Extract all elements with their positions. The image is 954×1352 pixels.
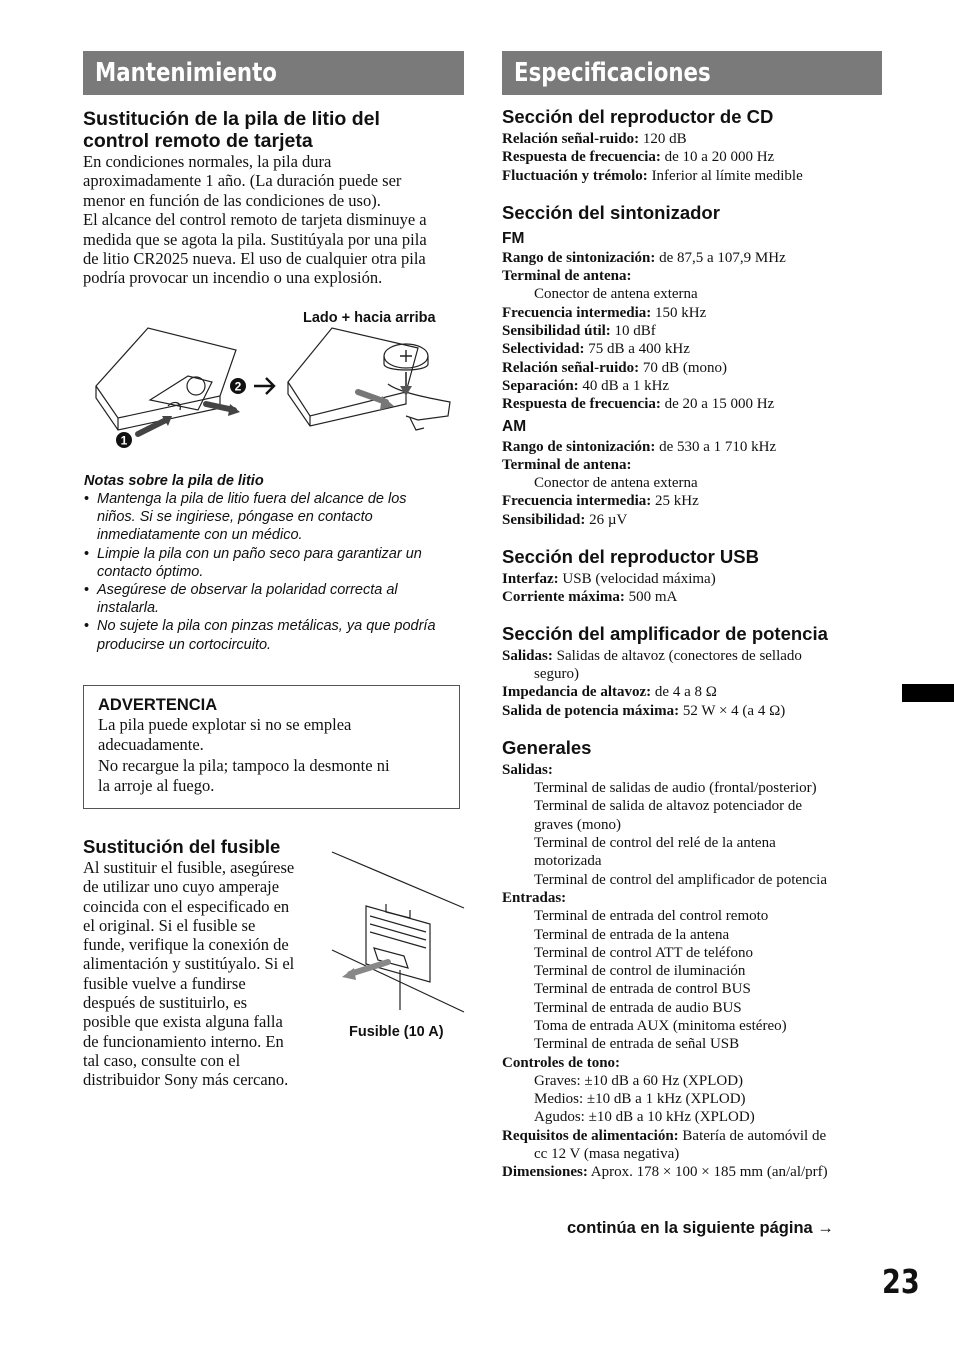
text-line: distribuidor Sony más cercano. xyxy=(83,1070,289,1090)
text-line: La pila puede explotar si no se emplea xyxy=(98,715,352,734)
battery-section-title xyxy=(83,108,465,152)
spec-row xyxy=(502,377,882,395)
text-line: posible que exista alguna falla xyxy=(83,1012,283,1032)
spec-row xyxy=(502,456,882,474)
spec-key: Interfaz: xyxy=(502,571,559,588)
fuse-figure xyxy=(330,850,466,1050)
spec-row xyxy=(502,395,882,413)
warning-title: ADVERTENCIA xyxy=(98,696,218,714)
am-specs xyxy=(502,438,882,529)
spec-value: cc 12 V (masa negativa) xyxy=(534,1146,680,1163)
text-line: contacto óptimo. xyxy=(97,563,204,580)
spec-row xyxy=(502,1054,882,1072)
remote-battery-illustration xyxy=(88,306,464,456)
spec-value: Terminal de control ATT de teléfono xyxy=(534,944,754,961)
spec-key: Terminal de antena: xyxy=(502,456,632,473)
text-line: Asegúrese de observar la polaridad correcta al xyxy=(97,582,398,599)
warning-text xyxy=(98,715,445,796)
fuse-text xyxy=(83,858,323,1090)
spec-value: Terminal de entrada de señal USB xyxy=(534,1036,740,1053)
spec-value: motorizada xyxy=(534,853,602,870)
spec-value: de 530 a 1 710 kHz xyxy=(655,438,777,455)
spec-row xyxy=(502,304,882,322)
spec-value: de 87,5 a 107,9 MHz xyxy=(655,249,786,266)
spec-row xyxy=(502,871,882,889)
amp-specs xyxy=(502,647,882,720)
figure-label-side-up: Lado + hacia arriba xyxy=(303,310,436,326)
continues-next-page: continúa en la siguiente página → xyxy=(567,1219,834,1237)
step-1-badge: 1 xyxy=(120,433,128,448)
spec-key: Respuesta de frecuencia: xyxy=(502,396,661,413)
spec-key: Fluctuación y trémolo: xyxy=(502,167,648,184)
spec-key: Relación señal-ruido: xyxy=(502,131,640,147)
text-line: Limpie la pila con un paño seco para garantizar un xyxy=(97,545,422,562)
spec-row xyxy=(502,359,882,377)
spec-row xyxy=(502,474,882,492)
spec-row xyxy=(502,1035,882,1053)
spec-value: Terminal de salida de altavoz potenciador de xyxy=(534,798,803,815)
spec-value: Terminal de entrada del control remoto xyxy=(534,908,769,925)
right-column xyxy=(502,106,882,1182)
usb-specs xyxy=(502,570,882,607)
text-line: alimentación y sustitúyalo. Si el xyxy=(83,954,295,974)
spec-value: Agudos: ±10 dB a 10 kHz (XPLOD) xyxy=(534,1109,755,1126)
spec-row xyxy=(502,130,882,148)
battery-paragraph-2 xyxy=(83,210,465,288)
spec-row xyxy=(502,511,882,529)
spec-key: Sensibilidad: xyxy=(502,511,586,528)
spec-value: de 4 a 8 Ω xyxy=(651,684,717,701)
spec-row xyxy=(502,797,882,815)
spec-value: de 20 a 15 000 Hz xyxy=(660,396,775,413)
spec-row xyxy=(502,926,882,944)
text-line: funde, verifique la conexión de xyxy=(83,935,289,955)
spec-row xyxy=(502,889,882,907)
text-line: de litio CR2025 nueva. El uso de cualquier otra pila xyxy=(83,249,426,269)
spec-value: Terminal de entrada de la antena xyxy=(534,926,730,943)
spec-value: Inferior al límite medible xyxy=(647,167,803,184)
spec-row xyxy=(502,438,882,456)
spec-value: Graves: ±10 dB a 60 Hz (XPLOD) xyxy=(534,1072,744,1089)
text-line: podría provocar un incendio o una explosión. xyxy=(83,268,383,288)
text-line: Al sustituir el fusible, asegúrese xyxy=(83,858,295,877)
title-line: Sustitución de la pila de litio del xyxy=(83,108,380,130)
spec-row xyxy=(502,1108,882,1126)
spec-row xyxy=(502,340,882,358)
spec-key: Selectividad: xyxy=(502,341,585,358)
text-line: El alcance del control remoto de tarjeta disminuye a xyxy=(83,210,427,230)
cd-specs xyxy=(502,130,882,185)
spec-row xyxy=(502,285,882,303)
spec-row xyxy=(502,647,882,665)
text-line: niños. Si se ingiriese, póngase en contacto xyxy=(97,509,373,526)
spec-value: Terminal de control del amplificador de potencia xyxy=(534,871,827,888)
spec-value: Terminal de entrada de audio BUS xyxy=(534,999,742,1016)
fuse-section-title: Sustitución del fusible xyxy=(83,836,281,857)
spec-value: graves (mono) xyxy=(534,816,622,833)
spec-value: 500 mA xyxy=(624,589,678,606)
spec-key: Sensibilidad útil: xyxy=(502,323,611,340)
fuse-illustration xyxy=(330,850,466,1020)
spec-key: Requisitos de alimentación: xyxy=(502,1127,679,1144)
spec-row xyxy=(502,1072,882,1090)
spec-value: Medios: ±10 dB a 1 kHz (XPLOD) xyxy=(534,1091,746,1108)
text-line: No recargue la pila; tampoco la desmonte ni xyxy=(98,755,390,775)
title-line: control remoto de tarjeta xyxy=(83,130,313,152)
spec-row xyxy=(502,1163,882,1181)
text-line: coincida con el especificado en xyxy=(83,896,290,916)
text-line: después de sustituirlo, es xyxy=(83,993,248,1013)
text-line: No sujete la pila con pinzas metálicas, ya que podría xyxy=(97,618,436,635)
spec-value: Conector de antena externa xyxy=(534,286,698,303)
spec-value: Terminal de entrada de control BUS xyxy=(534,981,751,998)
spec-row xyxy=(502,907,882,925)
spec-key: Terminal de antena: xyxy=(502,268,632,285)
spec-value: Salidas de altavoz (conectores de sellado xyxy=(552,647,802,664)
spec-value: Aprox. 178 × 100 × 185 mm (an/al/prf) xyxy=(587,1164,828,1181)
spec-row xyxy=(502,588,882,606)
spec-key: Rango de sintonización: xyxy=(502,438,656,455)
banner-title: Especificaciones xyxy=(514,58,711,88)
text-line: aproximadamente 1 año. (La duración puede ser xyxy=(83,171,402,191)
text-line: adecuadamente. xyxy=(98,735,204,755)
spec-row xyxy=(502,148,882,166)
notes-title: Notas sobre la pila de litio xyxy=(84,473,264,489)
spec-key: Salidas: xyxy=(502,647,553,664)
text-line: el original. Si el fusible se xyxy=(83,915,256,935)
spec-row xyxy=(502,702,882,720)
spec-row xyxy=(502,249,882,267)
text-line: producirse un cortocircuito. xyxy=(97,636,272,653)
spec-row xyxy=(502,1127,882,1145)
spec-row xyxy=(502,167,882,185)
spec-row xyxy=(502,1145,882,1163)
text-line: menor en función de las condiciones de uso). xyxy=(83,190,381,210)
spec-value: de 10 a 20 000 Hz xyxy=(660,149,775,166)
text-line: Mantenga la pila de litio fuera del alcance de los xyxy=(97,491,407,507)
spec-key: Entradas: xyxy=(502,889,567,906)
note-item xyxy=(84,617,466,653)
fm-label: FM xyxy=(502,229,525,247)
spec-row xyxy=(502,999,882,1017)
spec-value: Toma de entrada AUX (minitoma estéreo) xyxy=(534,1017,787,1034)
text-line: fusible vuelve a fundirse xyxy=(83,973,246,993)
spec-key: Controles de tono: xyxy=(502,1054,621,1071)
spec-key: Salida de potencia máxima: xyxy=(502,702,680,719)
text-line: de funcionamiento interno. En xyxy=(83,1031,284,1051)
tuner-section-title: Sección del sintonizador xyxy=(502,201,720,223)
step-2-badge: 2 xyxy=(234,379,242,394)
spec-value: 70 dB (mono) xyxy=(639,359,728,376)
note-item xyxy=(84,490,466,545)
note-item xyxy=(84,581,466,617)
spec-row xyxy=(502,1090,882,1108)
spec-row xyxy=(502,980,882,998)
spec-value: 150 kHz xyxy=(651,304,707,321)
spec-key: Impedancia de altavoz: xyxy=(502,684,652,701)
cd-section-title: Sección del reproductor de CD xyxy=(502,106,774,127)
spec-value: 40 dB a 1 kHz xyxy=(578,377,670,394)
spec-row xyxy=(502,570,882,588)
spec-value: 52 W × 4 (a 4 Ω) xyxy=(679,702,786,719)
spec-row xyxy=(502,665,882,683)
spec-value: Terminal de salidas de audio (frontal/posterior) xyxy=(534,780,817,797)
spec-row xyxy=(502,816,882,834)
note-item xyxy=(84,545,466,581)
spec-value: 75 dB a 400 kHz xyxy=(584,341,690,358)
spec-value: 25 kHz xyxy=(651,493,699,510)
spec-row xyxy=(502,492,882,510)
text-line: En condiciones normales, la pila dura xyxy=(83,152,332,171)
spec-value: seguro) xyxy=(534,665,579,682)
spec-row xyxy=(502,852,882,870)
spec-row xyxy=(502,834,882,852)
section-banner-especificaciones xyxy=(502,51,882,95)
battery-paragraph-1 xyxy=(83,152,465,210)
spec-row xyxy=(502,267,882,285)
spec-key: Rango de sintonización: xyxy=(502,249,656,266)
text-line: la arroje al fuego. xyxy=(98,775,215,795)
spec-key: Dimensiones: xyxy=(502,1164,588,1181)
text-line: medida que se agota la pila. Sustitúyala por una pila xyxy=(83,229,427,249)
spec-key: Corriente máxima: xyxy=(502,589,625,606)
spec-key: Frecuencia intermedia: xyxy=(502,493,652,510)
spec-value: USB (velocidad máxima) xyxy=(558,571,716,588)
fuse-section xyxy=(83,836,323,1090)
text-line: tal caso, consulte con el xyxy=(83,1050,241,1070)
text-line: instalarla. xyxy=(97,600,160,617)
spec-row xyxy=(502,962,882,980)
banner-title: Mantenimiento xyxy=(95,58,277,88)
spec-row xyxy=(502,322,882,340)
amp-section-title: Sección del amplificador de potencia xyxy=(502,622,828,644)
spec-key: Frecuencia intermedia: xyxy=(502,304,652,321)
spec-key: Salidas: xyxy=(502,761,553,778)
fuse-label: Fusible (10 A) xyxy=(349,1024,444,1040)
spec-value: 10 dBf xyxy=(610,323,656,340)
spec-row xyxy=(502,761,882,779)
spec-value: Conector de antena externa xyxy=(534,475,698,492)
section-tab-marker xyxy=(902,684,954,702)
spec-key: Respuesta de frecuencia: xyxy=(502,149,661,166)
usb-section-title: Sección del reproductor USB xyxy=(502,546,759,568)
spec-value: 120 dB xyxy=(639,131,687,147)
spec-value: Batería de automóvil de xyxy=(678,1127,827,1144)
general-section-title: Generales xyxy=(502,736,592,758)
spec-value: 26 µV xyxy=(585,511,628,528)
lithium-battery-notes xyxy=(84,472,466,654)
spec-row xyxy=(502,779,882,797)
am-label: AM xyxy=(502,417,527,435)
section-banner-mantenimiento xyxy=(83,51,464,95)
spec-value: Terminal de control del relé de la antena xyxy=(534,835,776,852)
left-column xyxy=(83,108,465,288)
spec-row xyxy=(502,944,882,962)
warning-box xyxy=(83,685,460,809)
spec-row xyxy=(502,683,882,701)
battery-replacement-figure xyxy=(88,306,464,456)
fm-specs xyxy=(502,249,882,414)
page-number: 23 xyxy=(882,1262,920,1301)
spec-row xyxy=(502,1017,882,1035)
spec-value: Terminal de control de iluminación xyxy=(534,963,746,980)
text-line: inmediatamente con un médico. xyxy=(97,527,303,544)
general-specs xyxy=(502,761,882,1182)
text-line: de utilizar uno cuyo amperaje xyxy=(83,877,280,897)
spec-key: Separación: xyxy=(502,377,579,394)
spec-key: Relación señal-ruido: xyxy=(502,359,640,376)
